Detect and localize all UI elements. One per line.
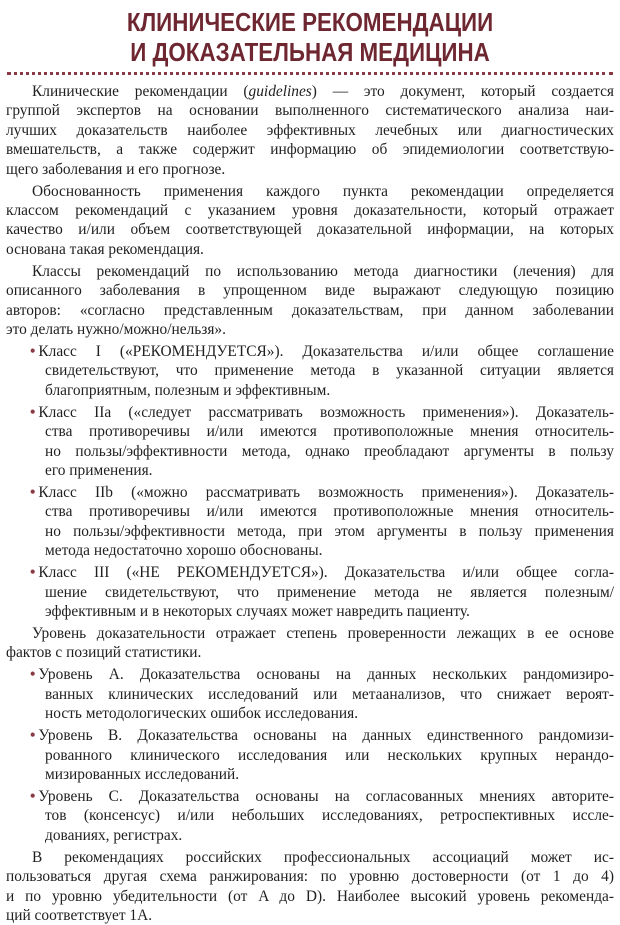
paragraph-4-line-2: фактов с позиций статистики. — [6, 644, 202, 662]
level-b-line-3: мизированных исследований. — [45, 766, 240, 783]
class-2b-line-2: ства противоречивы и/или имеются противоположные мнения относитель- — [45, 503, 614, 521]
paragraph-1-line-4: вмешательств, а также содержит информацию об эпидемиологии соответствую- — [6, 141, 614, 159]
bullet-icon: • — [30, 666, 36, 684]
paragraph-5-line-3: и по уровню убедительности (от A до D). Наиболее высокий уровень рекоменда- — [6, 887, 614, 905]
bullet-icon: • — [30, 403, 36, 421]
paragraph-1-line-3: лучших доказательств наиболее эффективных лечебных или диагностических — [6, 121, 614, 139]
dotted-divider — [7, 72, 613, 75]
level-c-line-1: • Уровень С. Доказательства основаны на согласованных мнениях авторите- — [30, 788, 614, 805]
paragraph-5-line-2: пользоваться другая схема ранжирования: по уровню достоверности (от 1 до 4) — [6, 868, 614, 886]
paragraph-3-line-3: авторов: «согласно представленным доказательствам, при данном заболевании — [6, 301, 614, 319]
bullet-icon: • — [30, 484, 36, 501]
class-2b-line-1: • Класс IIb («можно рассматривать возможность применения»). Доказатель- — [30, 484, 614, 501]
class-1-line-2: свидетельствуют, что применение метода в указанной ситуации является — [45, 362, 614, 380]
class-2a-line-3: но пользы/эффективности метода, однако преобладают аргументы в пользу — [45, 442, 614, 460]
level-a-line-3: ность методологических ошибок исследования. — [45, 705, 359, 723]
class-2a-line-2: ства противоречивы и/или имеются противоположные мнения относитель- — [45, 423, 614, 441]
bullet-icon: • — [30, 727, 36, 745]
class-2b-line-3: но пользы/эффективности метода, при этом аргументы в пользу применения — [45, 522, 614, 540]
paragraph-1-line-1: Клинические рекомендации (guidelines) — это документ, который создается — [32, 83, 614, 100]
level-b-line-2: рованного клинического исследования или нескольких крупных нерандо- — [45, 746, 614, 764]
class-3-line-3: эффективным и в некоторых случаях может навредить пациенту. — [45, 603, 470, 620]
paragraph-2-line-4: основана такая рекомендация. — [6, 240, 204, 258]
paragraph-5-line-4: ций соответствует 1А. — [6, 907, 153, 924]
class-2a-line-4: его применения. — [45, 462, 153, 479]
title-line-2: И ДОКАЗАТЕЛЬНАЯ МЕДИЦИНА — [130, 37, 490, 67]
paragraph-3-line-2: описанного заболевания в упрощенном виде выражают следующую позицию — [6, 282, 614, 300]
paragraph-4-line-1: Уровень доказательности отражает степень проверенности лежащих в ее основе — [32, 625, 614, 642]
level-a-line-2: ванных клинических исследований или метаанализов, что снижает вероят- — [45, 685, 614, 703]
class-1-line-3: благоприятным, полезным и эффективным. — [45, 381, 331, 399]
level-a-line-1: • Уровень А. Доказательства основаны на данных нескольких рандомизиро- — [30, 666, 614, 684]
class-3-line-1: • Класс III («НЕ РЕКОМЕНДУЕТСЯ»). Доказательства и/или общее согла- — [30, 564, 614, 582]
paragraph-3-line-4: это делать нужно/можно/нельзя». — [6, 321, 226, 338]
bullet-icon: • — [30, 788, 36, 805]
paragraph-2-line-1: Обоснованность применения каждого пункта рекомендации определяется — [32, 182, 614, 200]
title-line-1: КЛИНИЧЕСКИЕ РЕКОМЕНДАЦИИ — [126, 7, 494, 37]
class-2b-line-4: метода недостаточно хорошо обоснованы. — [45, 542, 323, 560]
bullet-icon: • — [30, 564, 36, 582]
paragraph-1-line-5: щего заболевания и его прогнозе. — [6, 160, 226, 178]
guidelines-term: guidelines — [248, 83, 312, 100]
bullet-icon: • — [30, 343, 36, 360]
class-1-line-1: • Класс I («РЕКОМЕНДУЕТСЯ»). Доказательства и/или общее соглашение — [30, 343, 614, 360]
level-b-line-1: • Уровень В. Доказательства основаны на данных единственного рандомизи- — [30, 727, 614, 745]
class-2a-line-1: • Класс IIa («следует рассматривать возможность применения»). Доказатель- — [30, 403, 614, 421]
paragraph-2-line-2: классом рекомендаций с указанием уровня доказательности, который отражает — [6, 202, 614, 219]
paragraph-5-line-1: В рекомендациях российских профессиональных ассоциаций может ис- — [32, 848, 614, 866]
level-c-line-3: дованиях, регистрах. — [45, 826, 183, 844]
paragraph-2-line-3: качество и/или объем соответствующей доказательной информации, на которых — [6, 221, 614, 239]
level-c-line-2: тов (консенсус) и/или небольших исследованиях, ретроспективных иссле- — [45, 807, 614, 825]
paragraph-3-line-1: Классы рекомендаций по использованию метода диагностики (лечения) для — [32, 262, 614, 280]
paragraph-1-line-2: группой экспертов на основании выполненного систематического анализа наи- — [6, 102, 614, 120]
class-3-line-2: шение свидетельствуют, что применение метода не является полезным/ — [45, 583, 614, 601]
